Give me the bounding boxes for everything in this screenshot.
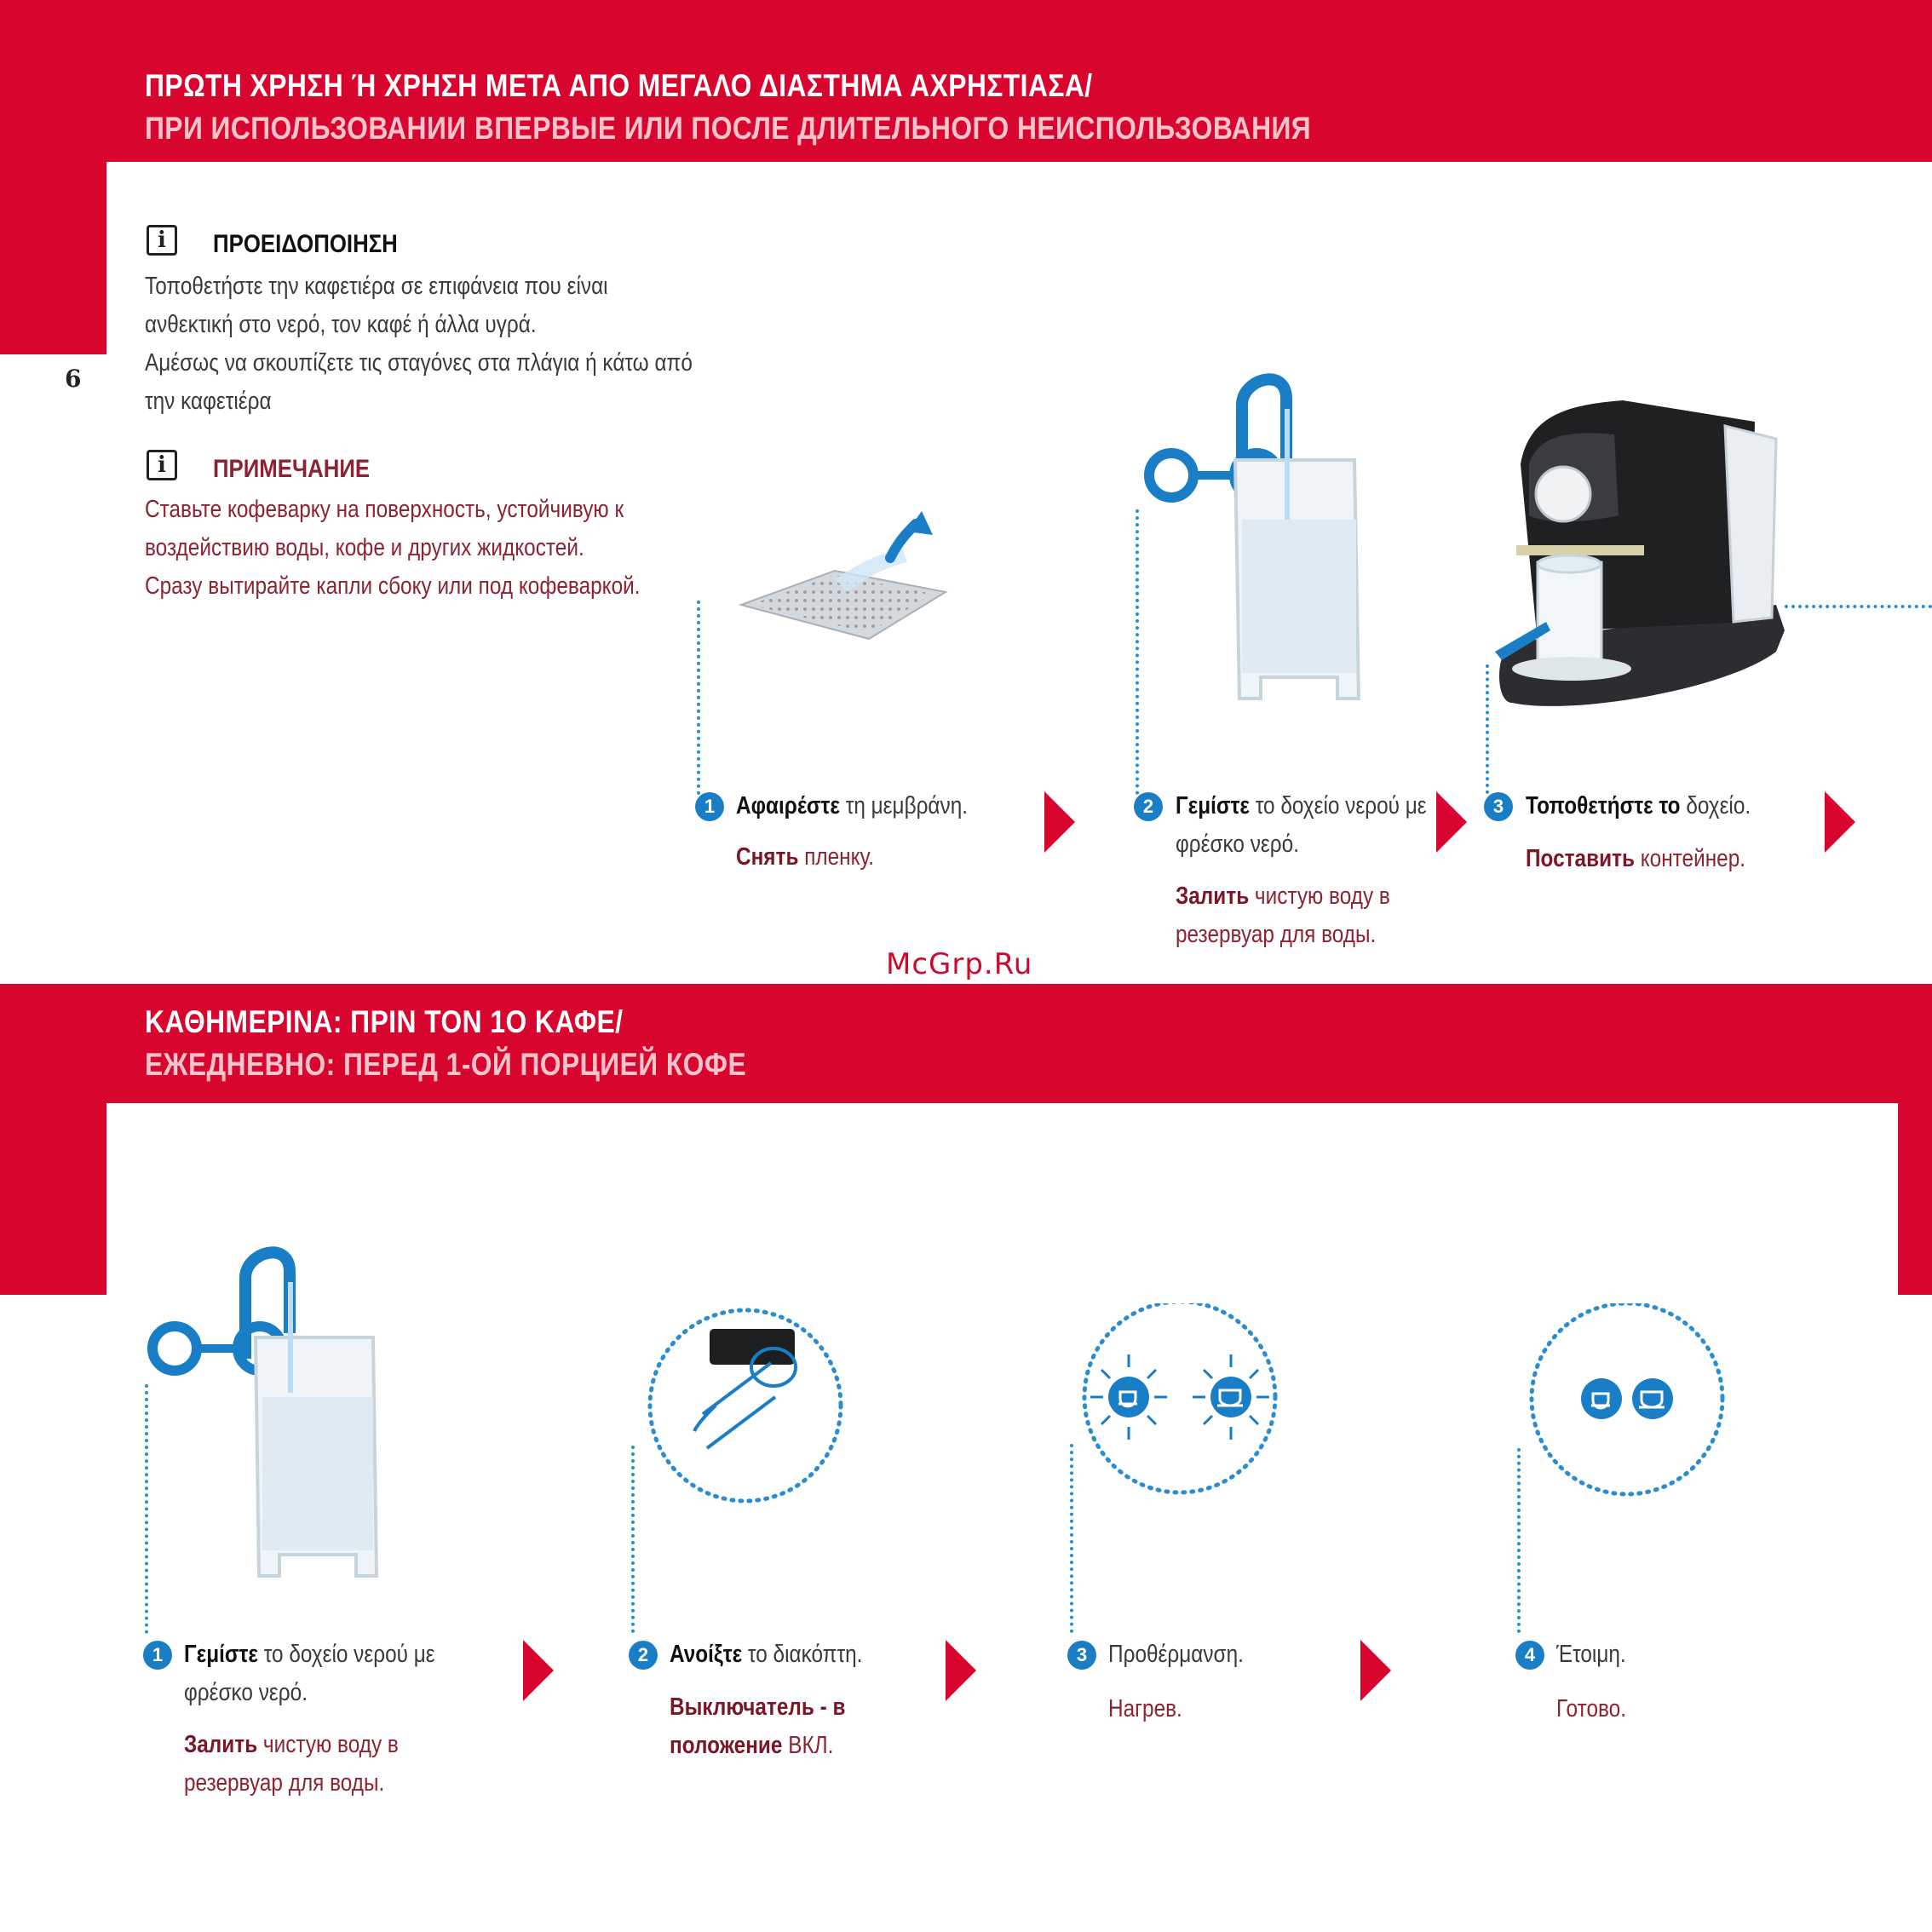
step2-caption-gr: [1176, 787, 1427, 864]
preheat-lights-illustration: [1078, 1303, 1282, 1508]
tap-tank-illustration: [145, 1231, 400, 1589]
step-line2: резервуар для воды.: [1176, 921, 1377, 948]
step-bold: Αφαιρέστε: [736, 792, 840, 819]
note-line: Ставьте кофеварку на поверхность, устойчивую к: [145, 496, 624, 523]
warning-text: [145, 267, 693, 421]
step-bold: Γεμίστε: [184, 1641, 258, 1668]
ready-lights-illustration: [1525, 1303, 1729, 1508]
step-line2: φρέσκο νερό.: [184, 1679, 308, 1706]
left-margin-band-2: [0, 1103, 106, 1295]
daily-step1-caption-ru: [184, 1726, 399, 1803]
warning-line: Τοποθετήστε την καφετιέρα σε επιφάνεια που είναι: [145, 273, 608, 300]
next-arrow-icon: [1044, 791, 1075, 853]
step-rest: τη μεμβράνη.: [839, 792, 969, 819]
step-line2: φρέσκο νερό.: [1176, 831, 1299, 858]
daily-step4-caption-ru: Готово.: [1556, 1695, 1626, 1722]
coffee-machine-illustration: [1478, 396, 1785, 728]
warning-line: την καφετιέρα: [145, 388, 272, 415]
step-rest: контейнер.: [1634, 845, 1746, 872]
next-arrow-icon: [1825, 791, 1855, 853]
step-rest: ВКЛ.: [782, 1732, 834, 1759]
step1-caption-ru: [736, 838, 874, 877]
page-number: 6: [65, 365, 82, 393]
section2-title-ru: ЕЖЕДНЕВНО: ПЕРЕД 1-ОЙ ПОРЦИЕЙ КОФЕ: [145, 1047, 747, 1082]
section1-title-gr: ΠΡΩΤΗ ΧΡΗΣΗ Ή ΧΡΗΣΗ ΜΕΤΑ ΑΠΟ ΜΕΓΑΛΟ ΔΙΑΣΤΗΜΑ ΑΧΡΗΣΤΙΑΣΑ/: [145, 68, 1093, 103]
step-number-badge: 4: [1515, 1641, 1544, 1670]
step-rest: чистую воду в: [1249, 883, 1390, 910]
warning-line: Αμέσως να σκουπίζετε τις σταγόνες στα πλάγια ή κάτω από: [145, 349, 693, 377]
step-bold: Γεμίστε: [1176, 792, 1250, 819]
daily-step1-caption-gr: [184, 1636, 435, 1712]
connector-line: [1136, 509, 1139, 795]
note-text: [145, 491, 641, 606]
step-number-badge: 2: [629, 1641, 658, 1670]
next-arrow-icon: [1360, 1640, 1391, 1701]
step-bold: Залить: [1176, 883, 1250, 910]
daily-step2-caption-ru: [670, 1688, 845, 1765]
next-arrow-icon: [946, 1640, 976, 1701]
left-margin-band-1: [0, 162, 106, 354]
power-switch-illustration: [643, 1303, 848, 1508]
daily-step3-caption-ru: Нагрев.: [1108, 1695, 1182, 1722]
membrane-illustration: [733, 511, 954, 656]
step-rest: чистую воду в: [257, 1731, 399, 1758]
step-bold: положение: [670, 1732, 783, 1759]
step-line2: резервуар для воды.: [184, 1769, 385, 1797]
step-rest: το δοχείο νερού με: [257, 1641, 435, 1668]
warning-line: ανθεκτική στο νερό, τον καφέ ή άλλα υγρά.: [145, 311, 537, 338]
warning-title: ΠΡΟΕΙΔΟΠΟΙΗΣΗ: [213, 230, 398, 258]
connector-line: [1486, 664, 1489, 794]
section2-title: [145, 1001, 746, 1086]
connector-line: [697, 601, 700, 795]
section2-title-gr: ΚΑΘΗΜΕΡΙΝΑ: ΠΡΙΝ ΤΟΝ 1Ο ΚΑΦΕ/: [145, 1004, 624, 1039]
connector-line-horizontal: [1785, 605, 1932, 608]
connector-line: [145, 1384, 148, 1634]
step-rest: το δοχείο νερού με: [1249, 792, 1427, 819]
step2-caption-ru: [1176, 877, 1390, 954]
note-title: ПРИМЕЧАНИЕ: [213, 455, 371, 483]
connector-line: [1517, 1448, 1521, 1633]
tap-tank-illustration: [1141, 358, 1397, 716]
step-rest: το διακόπτη.: [742, 1641, 863, 1668]
daily-step3-caption-gr: Προθέρμανση.: [1108, 1641, 1244, 1668]
step-number-badge: 2: [1134, 792, 1163, 821]
step-number-badge: 1: [143, 1641, 172, 1670]
step-bold: Ανοίξτε: [670, 1641, 743, 1668]
connector-line: [1070, 1444, 1073, 1633]
next-arrow-icon: [1436, 791, 1467, 853]
next-arrow-icon: [523, 1640, 554, 1701]
daily-step2-caption-gr: [670, 1636, 862, 1674]
step-bold: Поставить: [1526, 845, 1635, 872]
step-bold: Τοποθετήστε το: [1526, 792, 1681, 819]
daily-step4-caption-gr: Έτοιμη.: [1556, 1641, 1626, 1668]
section1-title: [145, 65, 1311, 150]
note-line: воздействию воды, кофе и других жидкостей.: [145, 534, 584, 561]
step-number-badge: 1: [695, 792, 724, 821]
note-line: Сразу вытирайте капли сбоку или под кофеваркой.: [145, 572, 641, 600]
section1-title-ru: ПРИ ИСПОЛЬЗОВАНИИ ВПЕРВЫЕ ИЛИ ПОСЛЕ ДЛИТЕЛЬНОГО НЕИСПОЛЬЗОВАНИЯ: [145, 111, 1312, 146]
watermark: McGrp.Ru: [886, 947, 1033, 981]
step-bold: Залить: [184, 1731, 258, 1758]
step-bold: Выключатель - в: [670, 1693, 846, 1721]
step-bold: Снять: [736, 843, 799, 871]
step3-caption-ru: [1526, 840, 1745, 878]
info-icon: i: [147, 225, 177, 256]
step-rest: пленку.: [798, 843, 875, 871]
info-icon: i: [147, 450, 177, 480]
step-number-badge: 3: [1067, 1641, 1096, 1670]
right-margin-band-2: [1898, 1103, 1932, 1295]
step-rest: δοχείο.: [1680, 792, 1751, 819]
step3-caption-gr: [1526, 787, 1751, 825]
step1-caption-gr: [736, 787, 968, 825]
step-number-badge: 3: [1484, 792, 1513, 821]
connector-line: [631, 1446, 635, 1633]
